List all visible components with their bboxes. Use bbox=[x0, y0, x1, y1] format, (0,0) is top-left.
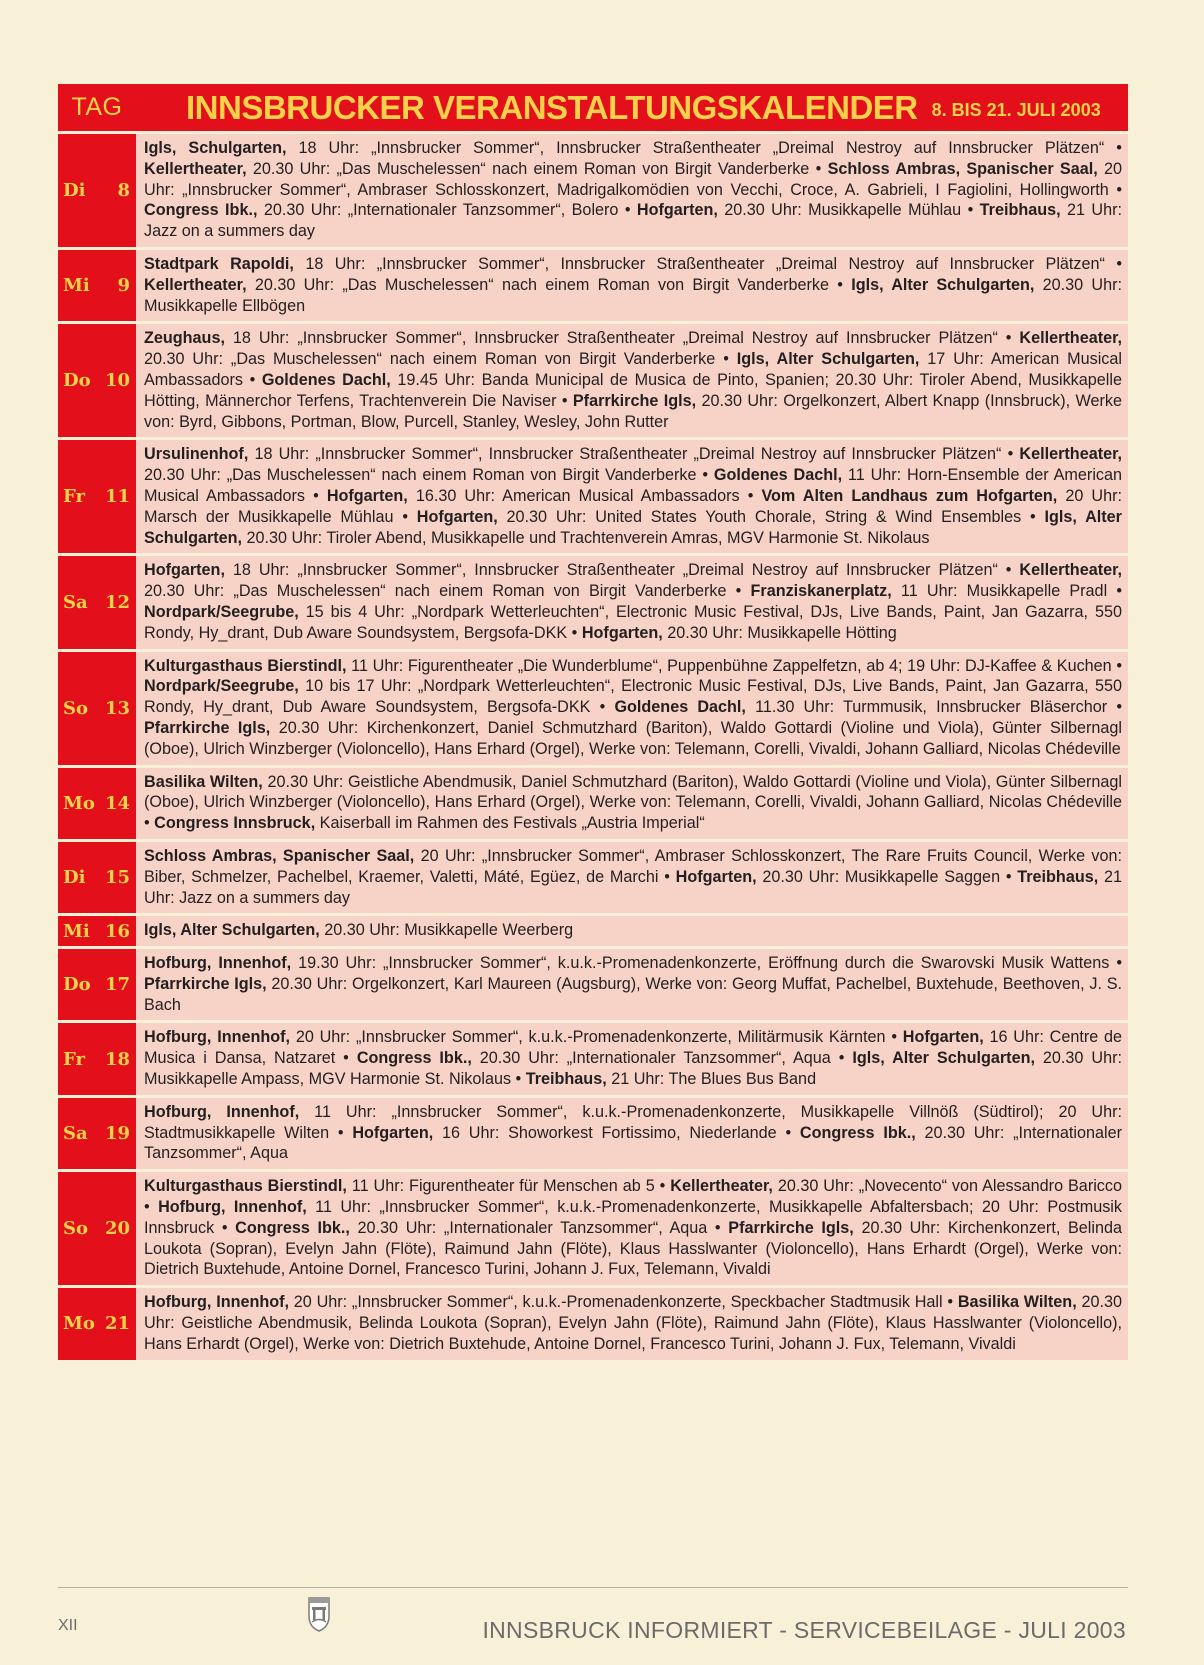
event-separator: • bbox=[1021, 507, 1045, 526]
event-separator: • bbox=[214, 1218, 236, 1237]
day-events bbox=[136, 556, 1128, 648]
event-entry bbox=[614, 698, 1107, 716]
event-details: 20.30 Uhr: „Das Muschelessen“ nach einem Roman von Birgit Vanderberke bbox=[246, 159, 810, 178]
day-label bbox=[58, 556, 136, 648]
day-label bbox=[58, 652, 136, 765]
day-number: 10 bbox=[104, 370, 130, 392]
event-separator: • bbox=[942, 1293, 958, 1312]
event-calendar bbox=[58, 84, 1128, 1360]
event-venue: Treibhaus, bbox=[979, 201, 1061, 220]
event-separator: • bbox=[1108, 180, 1122, 199]
event-details: 18 Uhr: „Innsbrucker Sommer“, Innsbrucker Straßentheater „Dreimal Nestroy auf Innsbrucker Plätzen“ bbox=[293, 254, 1105, 273]
day-events bbox=[136, 1098, 1128, 1169]
day-label bbox=[58, 768, 136, 839]
event-venue: Pfarrkirche Igls, bbox=[572, 391, 697, 410]
event-separator: • bbox=[556, 391, 573, 410]
event-details: 20.30 Uhr: Musikkapelle Hötting bbox=[662, 623, 897, 642]
event-entry bbox=[670, 1177, 1122, 1195]
event-venue: Hofgarten, bbox=[581, 623, 663, 642]
event-separator: • bbox=[329, 1123, 353, 1142]
day-row bbox=[58, 131, 1128, 247]
event-venue: Goldenes Dachl, bbox=[261, 370, 391, 389]
event-details: 18 Uhr: „Innsbrucker Sommer“, Innsbrucker Straßentheater „Dreimal Nestroy auf Innsbrucker Plätzen“ bbox=[248, 445, 1002, 464]
event-details: 20.30 Uhr: Orgelkonzert, Karl Maureen (Augsburg), Werke von: Georg Muffat, Pachelbel, Buxtehude, Beethoven, J. S. Bach bbox=[144, 974, 1122, 1014]
event-venue: Kellertheater, bbox=[670, 1177, 773, 1196]
event-venue: Congress Innsbruck, bbox=[154, 814, 316, 833]
event-details: 21 Uhr: The Blues Bus Band bbox=[606, 1070, 817, 1089]
event-separator: • bbox=[590, 698, 615, 717]
event-details: 20.30 Uhr: Geistliche Abendmusik, Daniel Schmutzhard (Bariton), Waldo Gottardi (Violine und Viola), Günter Silbernagl (Oboe), Ulrich Winzberger (Violoncello), Hans Erhard (Orgel), Werke von: Telemann, Corelli, Vivaldi, Johann Galliard, Nicolas Chédeville bbox=[144, 772, 1122, 812]
day-row bbox=[58, 1285, 1128, 1359]
event-separator: • bbox=[393, 507, 417, 526]
weekday: Di bbox=[63, 179, 86, 201]
day-number: 14 bbox=[104, 792, 130, 814]
event-entry bbox=[327, 487, 740, 505]
event-separator: • bbox=[997, 329, 1020, 348]
event-details: 20 Uhr: „Innsbrucker Sommer“, Ambraser Schlosskonzert, The Rare Fruits Council, Werke von: Biber, Schmelzer, Pachelbel, Kraemer, Valetti, Máté, Egüez, de Marchi bbox=[144, 846, 1123, 886]
event-details: 20.30 Uhr: „Das Muschelessen“ nach einem Roman von Birgit Vanderberke bbox=[246, 275, 830, 294]
event-venue: Treibhaus, bbox=[525, 1070, 607, 1089]
event-details: 20.30 Uhr: „Novecento“ von Alessandro Baricco bbox=[772, 1177, 1122, 1196]
event-details: 10 bis 17 Uhr: „Nordpark Wetterleuchten“, Electronic Music Festival, DJs, Live Bands, Paint, Jan Gazarra, 550 Rondy, Hy_drant, Dub Aware Soundsystem, Bergsofa-DKK bbox=[144, 677, 1122, 717]
day-row bbox=[58, 1095, 1128, 1169]
event-details: 11 Uhr: Musikkapelle Pradl bbox=[891, 582, 1108, 601]
day-events bbox=[136, 916, 1128, 946]
event-venue: Goldenes Dachl, bbox=[713, 466, 843, 485]
event-details: 11 Uhr: „Innsbrucker Sommer“, k.u.k.-Promenadenkonzerte, Musikkapelle Villnöß (Südtirol); 20 Uhr: Stadtmusikkapelle Wilten bbox=[144, 1102, 1122, 1142]
event-separator: • bbox=[829, 275, 852, 294]
event-entry bbox=[144, 201, 618, 219]
event-entry bbox=[352, 1124, 776, 1142]
day-events bbox=[136, 134, 1128, 247]
calendar-title: INNSBRUCKER VERANSTALTUNGSKALENDER bbox=[186, 88, 918, 126]
event-details: 20.30 Uhr: Musikkapelle Ampass, MGV Harmonie St. Nikolaus bbox=[144, 1049, 1122, 1089]
event-entry bbox=[144, 329, 998, 347]
event-details: 20.30 Uhr: Musikkapelle Ellbögen bbox=[144, 275, 1122, 315]
event-entry bbox=[144, 719, 1122, 758]
event-separator: • bbox=[242, 370, 262, 389]
event-separator: • bbox=[726, 582, 751, 601]
event-details: 15 bis 4 Uhr: „Nordpark Wetterleuchten“, Electronic Music Festival, DJs, Live Bands, Paint, Jan Gazarra, 550 Rondy, Hy_drant, Dub Aware Soundsystem, Bergsofa-DKK bbox=[144, 602, 1122, 642]
footer-publication-title: INNSBRUCK INFORMIERT - SERVICEBEILAGE - JULI 2003 bbox=[482, 1617, 1126, 1643]
day-number: 21 bbox=[104, 1313, 130, 1335]
day-label bbox=[58, 250, 136, 321]
weekday: Mo bbox=[63, 1313, 95, 1335]
event-venue: Pfarrkirche Igls, bbox=[728, 1218, 854, 1237]
event-venue: Pfarrkirche Igls, bbox=[144, 974, 267, 993]
day-events bbox=[136, 440, 1128, 553]
event-separator: • bbox=[1000, 867, 1018, 886]
day-number: 8 bbox=[117, 179, 130, 201]
footer-divider bbox=[58, 1587, 1128, 1588]
event-details: 16 Uhr: Showorkest Fortissimo, Niederlande bbox=[433, 1123, 777, 1142]
event-details: 11 Uhr: Figurentheater für Menschen ab 5 bbox=[346, 1177, 655, 1196]
event-details: 18 Uhr: „Innsbrucker Sommer“, Innsbrucker Straßentheater „Dreimal Nestroy auf Innsbrucker Plätzen“ bbox=[224, 329, 998, 348]
day-row bbox=[58, 839, 1128, 913]
day-number: 18 bbox=[104, 1048, 130, 1070]
event-separator: • bbox=[1104, 139, 1122, 157]
event-entry bbox=[144, 255, 1105, 273]
event-venue: Kulturgasthaus Bierstindl, bbox=[144, 656, 347, 675]
event-venue: Hofburg, Innenhof, bbox=[144, 1028, 291, 1047]
event-venue: Schloss Ambras, Spanischer Saal, bbox=[827, 159, 1098, 178]
event-separator: • bbox=[1111, 656, 1123, 675]
event-details: Kaiserball im Rahmen des Festivals „Austria Imperial“ bbox=[315, 814, 705, 833]
event-entry bbox=[144, 561, 998, 579]
event-separator: • bbox=[776, 1123, 800, 1142]
event-entry bbox=[144, 1177, 655, 1195]
event-separator: • bbox=[144, 1198, 159, 1217]
event-separator: • bbox=[567, 623, 582, 642]
event-details: 20.30 Uhr: „Das Muschelessen“ nach einem Roman von Birgit Vanderberke bbox=[144, 582, 727, 601]
day-number: 20 bbox=[104, 1218, 130, 1240]
event-venue: Hofgarten, bbox=[902, 1028, 984, 1047]
day-row bbox=[58, 913, 1128, 946]
event-venue: Hofgarten, bbox=[352, 1123, 434, 1142]
event-details: 18 Uhr: „Innsbrucker Sommer“, Innsbrucker Straßentheater „Dreimal Nestroy auf Innsbrucker Plätzen“ bbox=[286, 139, 1105, 157]
weekday: Mo bbox=[63, 792, 95, 814]
event-venue: Franziskanerplatz, bbox=[750, 582, 892, 601]
event-separator: • bbox=[707, 1218, 729, 1237]
day-events bbox=[136, 842, 1128, 913]
day-events bbox=[136, 324, 1128, 437]
event-venue: Treibhaus, bbox=[1017, 867, 1099, 886]
event-venue: Igls, Alter Schulgarten, bbox=[736, 350, 920, 369]
day-events bbox=[136, 1288, 1128, 1359]
event-entry bbox=[144, 1293, 943, 1311]
event-details: 20.30 Uhr: „Internationaler Tanzsommer“, Aqua bbox=[144, 1123, 1122, 1163]
event-details: 21 Uhr: Jazz on a summers day bbox=[144, 867, 1122, 907]
event-venue: Basilika Wilten, bbox=[144, 772, 263, 791]
day-events bbox=[136, 949, 1128, 1020]
event-venue: Nordpark/Seegrube, bbox=[144, 677, 299, 696]
day-events bbox=[136, 652, 1128, 765]
event-entry bbox=[144, 773, 1122, 812]
calendar-rows bbox=[58, 131, 1128, 1360]
event-separator: • bbox=[1109, 954, 1122, 973]
event-details: 20.30 Uhr: Musikkapelle Weerberg bbox=[319, 921, 574, 940]
day-number: 11 bbox=[104, 486, 130, 508]
event-entry bbox=[235, 1219, 707, 1237]
day-label bbox=[58, 1172, 136, 1285]
event-venue: Vom Alten Landhaus zum Hofgarten, bbox=[761, 486, 1058, 505]
weekday: Do bbox=[63, 974, 91, 996]
event-details: 21 Uhr: Jazz on a summers day bbox=[144, 201, 1123, 241]
event-entry bbox=[417, 508, 1021, 526]
event-details: 20.30 Uhr: Geistliche Abendmusik, Belinda Loukota (Sopran), Evelyn Jahn (Flöte), Raimund Jahn (Flöte), Klaus Hasslwanter (Violoncello), Hans Erhardt (Orgel), Werke von: Dietrich Buxtehude, Antoine Dornel, Francesco Turini, Johann J. Fux, Telemann, Vivaldi bbox=[144, 1293, 1122, 1353]
event-details: 20 Uhr: „Innsbrucker Sommer“, k.u.k.-Promenadenkonzerte, Speckbacher Stadtmusik Hall bbox=[289, 1293, 943, 1312]
event-entry bbox=[676, 868, 1000, 886]
event-separator: • bbox=[997, 561, 1020, 580]
day-number: 9 bbox=[117, 275, 130, 297]
event-separator: • bbox=[305, 486, 327, 505]
event-entry bbox=[526, 1070, 816, 1088]
event-venue: Kellertheater, bbox=[144, 275, 247, 294]
event-venue: Igls, Alter Schulgarten, bbox=[852, 1049, 1035, 1068]
event-details: 18 Uhr: „Innsbrucker Sommer“, Innsbrucker Straßentheater „Dreimal Nestroy auf Innsbrucker Plätzen“ bbox=[224, 561, 998, 580]
event-venue: Nordpark/Seegrube, bbox=[144, 602, 299, 621]
event-details: 20.30 Uhr: United States Youth Chorale, String & Wind Ensembles bbox=[497, 507, 1022, 526]
date-range: 8. BIS 21. JULI 2003 bbox=[931, 100, 1101, 120]
day-row bbox=[58, 553, 1128, 648]
event-venue: Hofgarten, bbox=[144, 561, 225, 580]
event-venue: Hofgarten, bbox=[326, 486, 408, 505]
day-number: 16 bbox=[104, 920, 130, 942]
event-separator: • bbox=[809, 159, 828, 178]
event-separator: • bbox=[830, 1049, 853, 1068]
day-events bbox=[136, 1172, 1128, 1285]
event-details: 20.30 Uhr: Tiroler Abend, Musikkapelle und Trachtenverein Amras, MGV Harmonie St. Nikolaus bbox=[242, 528, 930, 547]
day-label bbox=[58, 1023, 136, 1094]
event-details: 20.30 Uhr: Kirchenkonzert, Daniel Schmutzhard (Bariton), Waldo Gottardi (Violine und Viola), Günter Silbernagl (Oboe), Ulrich Winzberger (Violoncello), Hans Erhard (Orgel), Werke von: Telemann, Corelli, Vivaldi, Johann Galliard, Nicolas Chédeville bbox=[144, 718, 1122, 758]
event-entry bbox=[144, 139, 1104, 157]
day-events bbox=[136, 250, 1128, 321]
event-venue: Hofburg, Innenhof, bbox=[158, 1198, 307, 1217]
day-row bbox=[58, 946, 1128, 1020]
day-label bbox=[58, 916, 136, 946]
event-entry bbox=[144, 921, 573, 939]
event-details: 20 Uhr: Marsch der Musikkapelle Mühlau bbox=[144, 486, 1122, 526]
day-label bbox=[58, 1288, 136, 1359]
event-details: 20.30 Uhr: „Internationaler Tanzsommer“, Aqua bbox=[349, 1218, 708, 1237]
event-details: 17 Uhr: American Musical Ambassadors bbox=[144, 350, 1122, 389]
event-venue: Hofburg, Innenhof, bbox=[144, 1293, 290, 1312]
event-entry bbox=[144, 975, 1122, 1014]
event-venue: Ursulinenhof, bbox=[144, 445, 249, 464]
event-details: 20.30 Uhr: Musikkapelle Mühlau bbox=[717, 201, 962, 220]
event-entry bbox=[751, 582, 1108, 600]
event-separator: • bbox=[658, 867, 676, 886]
event-details: 20.30 Uhr: „Das Muschelessen“ nach einem Roman von Birgit Vanderberke bbox=[144, 350, 716, 369]
event-entry bbox=[144, 1028, 886, 1046]
event-details: 11 Uhr: Horn-Ensemble der American Musical Ambassadors bbox=[144, 466, 1123, 505]
event-separator: • bbox=[696, 466, 714, 485]
event-details: 20.30 Uhr: Kirchenkonzert, Belinda Loukota (Sopran), Evelyn Jahn (Flöte), Raimund Jahn (Flöte), Klaus Hasslwanter (Violoncello), Hans Erhardt (Orgel), Werke von: Dietrich Buxtehude, Antoine Dornel, Francesco Turini, Johann J. Fux, Telemann, Vivaldi bbox=[144, 1218, 1122, 1279]
event-separator: • bbox=[739, 486, 762, 505]
event-details: 16 Uhr: Centre de Musica i Dansa, Natzaret bbox=[144, 1028, 1122, 1068]
day-number: 15 bbox=[104, 867, 130, 889]
day-row bbox=[58, 321, 1128, 437]
weekday: Fr bbox=[63, 1048, 85, 1070]
event-entry bbox=[144, 445, 1001, 463]
event-venue: Goldenes Dachl, bbox=[614, 698, 746, 717]
event-separator: • bbox=[1107, 698, 1122, 717]
event-details: 20.30 Uhr: „Internationaler Tanzsommer“, Bolero bbox=[257, 201, 619, 220]
event-venue: Congress Ibk., bbox=[144, 201, 258, 220]
event-venue: Kellertheater, bbox=[144, 159, 247, 178]
event-details: 16.30 Uhr: American Musical Ambassadors bbox=[407, 486, 740, 505]
event-details: 20.30 Uhr: Orgelkonzert, Albert Knapp (Innsbruck), Werke von: Byrd, Gibbons, Portman, Blow, Purcell, Stanley, Wesley, John Rutter bbox=[144, 391, 1123, 431]
event-separator: • bbox=[1107, 582, 1123, 601]
day-row bbox=[58, 649, 1128, 765]
event-details: 19.30 Uhr: „Innsbrucker Sommer“, k.u.k.-Promenadenkonzerte, Eröffnung durch die Swarovski Musik Wattens bbox=[291, 954, 1110, 973]
event-venue: Kellertheater, bbox=[1019, 445, 1122, 464]
event-details: 20.30 Uhr: „Internationaler Tanzsommer“, Aqua bbox=[471, 1049, 831, 1068]
event-separator: • bbox=[1104, 254, 1122, 273]
event-venue: Igls, Schulgarten, bbox=[144, 139, 287, 157]
event-venue: Igls, Alter Schulgarten, bbox=[144, 507, 1122, 547]
weekday: Do bbox=[63, 370, 91, 392]
event-venue: Hofburg, Innenhof, bbox=[144, 954, 292, 973]
event-venue: Basilika Wilten, bbox=[957, 1293, 1077, 1312]
day-number: 17 bbox=[104, 974, 130, 996]
event-entry bbox=[582, 624, 897, 642]
event-venue: Congress Ibk., bbox=[356, 1049, 472, 1068]
event-details: 11.30 Uhr: Turmmusik, Innsbrucker Bläserchor bbox=[745, 698, 1108, 717]
weekday: Sa bbox=[63, 1123, 88, 1145]
event-separator: • bbox=[144, 814, 155, 833]
event-venue: Schloss Ambras, Spanischer Saal, bbox=[144, 846, 415, 865]
event-entry bbox=[357, 1049, 831, 1067]
innsbruck-crest-icon bbox=[306, 1596, 332, 1632]
weekday: Mi bbox=[63, 275, 90, 297]
event-details: 20.30 Uhr: Musikkapelle Saggen bbox=[756, 867, 1001, 886]
weekday: So bbox=[63, 1218, 89, 1240]
event-venue: Congress Ibk., bbox=[799, 1123, 916, 1142]
day-number: 13 bbox=[104, 697, 130, 719]
event-separator: • bbox=[335, 1049, 357, 1068]
day-label bbox=[58, 134, 136, 247]
day-label bbox=[58, 440, 136, 553]
event-separator: • bbox=[885, 1028, 903, 1047]
event-venue: Pfarrkirche Igls, bbox=[144, 718, 271, 737]
day-row bbox=[58, 1169, 1128, 1285]
event-separator: • bbox=[618, 201, 637, 220]
event-venue: Kellertheater, bbox=[1019, 329, 1122, 348]
page-number: XII bbox=[58, 1617, 78, 1634]
event-details: 11 Uhr: „Innsbrucker Sommer“, k.u.k.-Promenadenkonzerte, Musikkapelle Abfaltersbach; 20 Uhr: Postmusik Innsbruck bbox=[144, 1198, 1122, 1237]
day-events bbox=[136, 1023, 1128, 1094]
event-entry bbox=[144, 657, 1112, 675]
day-column-header: TAG bbox=[71, 93, 123, 121]
day-row bbox=[58, 1020, 1128, 1094]
event-venue: Stadtpark Rapoldi, bbox=[144, 254, 294, 273]
event-venue: Hofgarten, bbox=[416, 507, 498, 526]
weekday: Sa bbox=[63, 591, 88, 613]
event-details: 19.45 Uhr: Banda Municipal de Musica de Pinto, Spanien; 20.30 Uhr: Tiroler Abend, Musikkapelle Hötting, Männerchor Terfens, Trachtenverein Die Naviser bbox=[144, 370, 1122, 410]
event-venue: Igls, Alter Schulgarten, bbox=[851, 275, 1035, 294]
event-separator: • bbox=[715, 350, 737, 369]
event-entry bbox=[154, 814, 705, 832]
event-details: 20 Uhr: „Innsbrucker Sommer“, Ambraser Schlosskonzert, Madrigalkomödien von Vecchi, Croce, A. Gabrieli, I Fagiolini, Hollingworth bbox=[144, 159, 1123, 199]
weekday: Di bbox=[63, 867, 86, 889]
event-venue: Kulturgasthaus Bierstindl, bbox=[144, 1177, 347, 1196]
weekday: Mi bbox=[63, 920, 90, 942]
day-number: 19 bbox=[104, 1123, 130, 1145]
event-venue: Igls, Alter Schulgarten, bbox=[144, 921, 320, 940]
event-separator: • bbox=[511, 1070, 526, 1089]
event-entry bbox=[144, 160, 809, 178]
event-details: 11 Uhr: Figurentheater „Die Wunderblume“, Puppenbühne Zappelfetzn, ab 4; 19 Uhr: DJ-Kaffee & Kuchen bbox=[346, 656, 1112, 675]
day-label bbox=[58, 949, 136, 1020]
event-venue: Kellertheater, bbox=[1019, 561, 1122, 580]
day-label bbox=[58, 842, 136, 913]
day-label bbox=[58, 324, 136, 437]
event-separator: • bbox=[961, 201, 980, 220]
day-number: 12 bbox=[104, 591, 130, 613]
event-separator: • bbox=[1001, 445, 1020, 464]
day-row bbox=[58, 437, 1128, 553]
weekday: So bbox=[63, 697, 89, 719]
day-label bbox=[58, 1098, 136, 1169]
event-venue: Zeughaus, bbox=[144, 329, 225, 348]
weekday: Fr bbox=[63, 486, 85, 508]
calendar-header bbox=[58, 84, 1128, 131]
event-venue: Hofburg, Innenhof, bbox=[144, 1102, 300, 1121]
day-events bbox=[136, 768, 1128, 839]
event-venue: Congress Ibk., bbox=[235, 1218, 350, 1237]
event-venue: Hofgarten, bbox=[636, 201, 718, 220]
event-entry bbox=[144, 276, 829, 294]
event-venue: Hofgarten, bbox=[675, 867, 757, 886]
event-entry bbox=[637, 201, 961, 219]
event-entry bbox=[144, 954, 1109, 972]
event-details: 20.30 Uhr: „Das Muschelessen“ nach einem Roman von Birgit Vanderberke bbox=[144, 466, 697, 485]
event-separator: • bbox=[654, 1177, 671, 1196]
day-row bbox=[58, 765, 1128, 839]
day-row bbox=[58, 247, 1128, 321]
event-details: 20 Uhr: „Innsbrucker Sommer“, k.u.k.-Promenadenkonzerte, Militärmusik Kärnten bbox=[290, 1028, 886, 1047]
